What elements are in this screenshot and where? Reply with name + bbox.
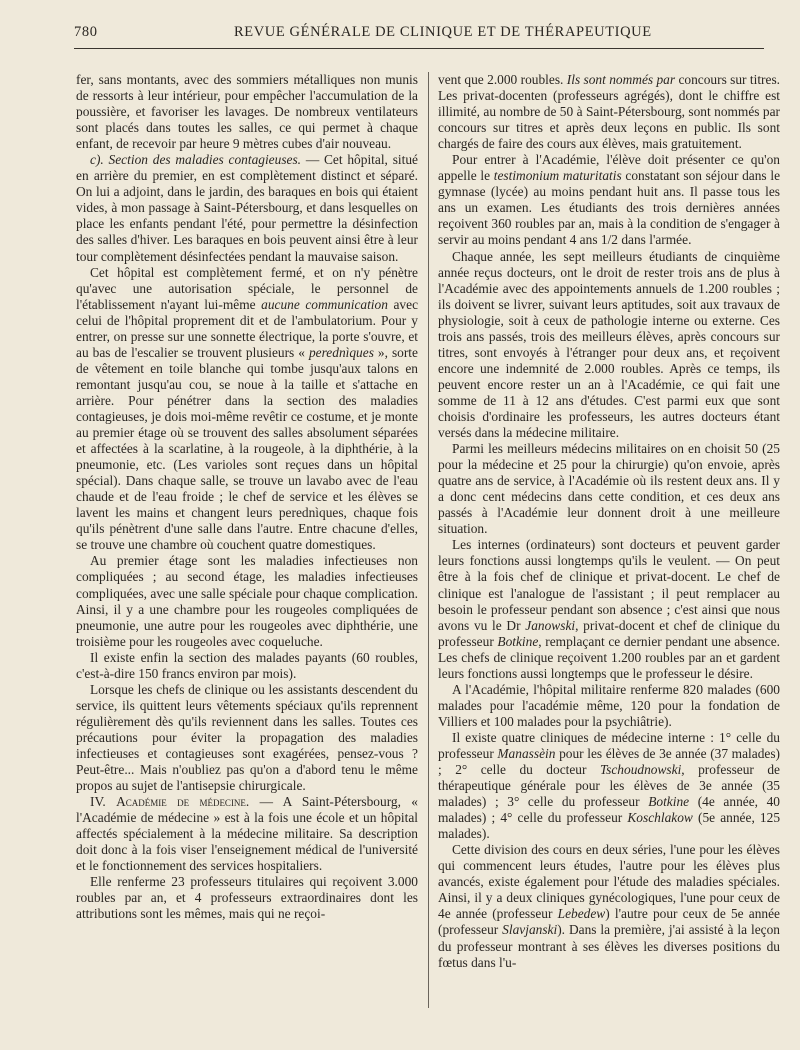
text-run: Il existe quatre cliniques de médecine interne : 1° celle du professeur xyxy=(438,729,780,761)
person-name: Lebedew xyxy=(557,906,606,922)
text-run: Pour entrer à l'Académie, l'élève doit présenter ce qu'on appelle le xyxy=(438,152,780,184)
paragraph: Lorsque les chefs de clinique ou les assistants descendent du service, ils quittent leurs vêtements spéciaux qu'ils reprennent régulièrement dès qu'ils reviennent dans les salles. Toutes ces précautions pour éviter la propagation des maladies infectieuses et contagieuses sont exagérées, pensez-vous ? Peut-être... Mais n'oubliez pas qu'on a d'abord tenu le même propos au sujet de l'antisepsie chirurgicale. xyxy=(76,681,418,794)
paragraph: Chaque année, les sept meilleurs étudiants de cinquième année reçus docteurs, ont le droit de rester trois ans de plus à l'Académie avec des appointements annuels de 1.200 roubles ; ils doivent se livrer, suivant leurs aptitudes, soit aux travaux de physiologie, soit à ceux de pathologie interne ou externe. Ces trois ans passés, trois des meilleurs élèves, après concours sur titres, sont envoyés à l'étranger pour deux ans, et reçoivent encore une indemnité de 2.000 roubles. Après ce temps, ils peuvent encore rester un an à l'Académie, ce qui fait une somme de 11 à 12 ans d'études. C'est parmi eux que sont choisis d'ordinaire les professeurs, les autres docteurs étant versés dans la médecine militaire. xyxy=(438,248,780,441)
page-number: 780 xyxy=(74,24,98,40)
paragraph-contagious-section xyxy=(76,152,418,264)
paragraph xyxy=(438,152,780,248)
section-number: IV. xyxy=(90,794,117,810)
left-column xyxy=(76,72,418,1022)
running-title: REVUE GÉNÉRALE DE CLINIQUE ET DE THÉRAPEUTIQUE xyxy=(234,24,652,40)
emphasis: testimonium maturitatis xyxy=(493,168,622,184)
section-letter: c). xyxy=(90,152,109,168)
section-heading: Académie de médecine. xyxy=(116,794,250,810)
text-run: pour les élèves de 3e année (37 malades) ; 2° celle du docteur xyxy=(438,745,780,778)
person-name: Manassèin xyxy=(497,745,556,761)
paragraph: Parmi les meilleurs médecins militaires on en choisit 50 (25 pour la médecine et 25 pour la chirurgie) qu'on envoie, après quatre ans de service, à l'Académie où ils restent deux ans. Il y a donc cent médecins dans cette condition, et ces deux ans passés à l'Académie leur donnent droit à une meilleure situation. xyxy=(438,441,780,537)
text-run: , privat-docent et chef de clinique du professeur xyxy=(438,617,780,649)
paragraph: fer, sans montants, avec des sommiers métalliques non munis de ressorts à leur intérieur, pour empêcher l'accumulation de la poussière, et favoriser les lavages. De nombreux ventilateurs sont placés dans toutes les salles, ce qui permet à chaque enfant, de recevoir par heure 9 mètres cubes d'air nouveau. xyxy=(76,72,418,152)
header-rule xyxy=(74,48,764,49)
person-name: Botkine xyxy=(497,633,539,649)
text-run: constatant son séjour dans le gymnase (lycée) au moins pendant huit ans. Il passe tous les ans un examen. Les étudiants des trois dernières années reçoivent 360 roubles par an, mais à la condition de s'engager à servir au moins pendant 4 ans 1/2 dans l'armée. xyxy=(438,168,780,248)
text-run: Les internes (ordinateurs) sont docteurs et peuvent garder leurs fonctions aussi longtemps qu'ils le veulent. — On peut être à la fois chef de clinique et privat-docent. Le chef de clinique est l'analogue de l'assistant ; il peut remplacer au besoin le professeur pendant son absence ; c'est ainsi que nous avons vu le Dr xyxy=(438,537,780,633)
paragraph xyxy=(76,265,418,554)
text-run: Cet hôpital est complètement fermé, et on n'y pénètre qu'avec une autorisation spéciale, le personnel de l'établissement n'ayant lui-même xyxy=(76,264,418,312)
text-run: , remplaçant ce dernier pendant une absence. Les chefs de clinique reçoivent 1.200 roubles par an et gardent leurs fonctions aussi longtemps que le professeur le désire. xyxy=(438,633,780,681)
paragraph xyxy=(438,72,780,152)
column-divider xyxy=(428,72,429,1008)
paragraph: A l'Académie, l'hôpital militaire renferme 820 malades (600 malades pour l'académie même, 120 pour la fondation de Villiers et 100 malades pour la psychiâtrie). xyxy=(438,681,780,729)
paragraph xyxy=(438,537,780,681)
text-run: (4e année, 40 malades) ; 4° celle du professeur xyxy=(438,794,780,826)
text-run: avec celui de l'hôpital proprement dit et de l'ambulatorium. Pour y entrer, on presse sur une sonnette électrique, la porte s'ouvre, et au bas de l'escalier se trouvent plusieurs « xyxy=(76,296,418,360)
person-name: Slavjanski xyxy=(502,922,558,938)
paragraph xyxy=(438,842,780,970)
emphasis: aucune communication xyxy=(261,296,388,312)
emphasis: perednìques xyxy=(308,344,374,360)
person-name: Botkine xyxy=(648,794,690,810)
paragraph-text: — A Saint-Pétersbourg, « l'Académie de médecine » est à la fois une école et un hôpital affectés spécialement à la médecine militaire. Sa description doit donc à la fois viser l'enseignement médical de l'université et le fonctionnement des services hospitaliers. xyxy=(76,794,418,874)
text-run: ). Dans la première, j'ai assisté à la leçon du professeur montrant à ses élèves les diverses positions du fœtus dans l'u- xyxy=(438,922,780,970)
person-name: Koschlakow xyxy=(627,810,693,826)
text-run: », sorte de vêtement en toile blanche qui tombe jusqu'aux talons en remontant jusqu'au cou, se noue à la taille et s'attache en arrière. Pour pénétrer dans la section des maladies contagieuses, je dois moi-même revêtir ce costume, et je monte au premier étage où se trouvent des salles absolument séparées et affectées à la scarlatine, à la rougeole, à la diphthérie, à la pneumonie, etc. (Les varioles sont reçues dans un hôpital spécial). Dans chaque salle, se trouve un lavabo avec de l'eau chaude et de l'eau froide ; le chef de service et les élèves se lavent les mains et changent leurs perednìques, chaque fois qu'ils pénètrent d'une salle dans l'autre. Entre chacune d'elles, se trouve une chambre où couchent quatre domestiques. xyxy=(76,344,418,553)
emphasis: Ils sont nommés par xyxy=(566,72,676,87)
person-name: Tschoudnowski xyxy=(599,762,682,778)
text-run: vent que 2.000 roubles. xyxy=(438,72,567,87)
paragraph: Elle renferme 23 professeurs titulaires qui reçoivent 3.000 roubles par an, et 4 professeurs extraordinaires dont les attributions sont les mêmes, mais qui ne reçoi- xyxy=(76,874,418,922)
paragraph: Il existe enfin la section des malades payants (60 roubles, c'est-à-dire 150 francs environ par mois). xyxy=(76,649,418,681)
paragraph-text: — Cet hôpital, situé en arrière du premier, en est complètement distinct et séparé. On lui a adjoint, dans le jardin, des baraques en bois qui étaient vides, à mon passage à Saint-Pétersbourg, et dans lesquelles on place les enfants pendant l'été, pour permettre la désinfection des salles d'hiver. Les baraques en bois peuvent ainsi être à leur tour complètement désinfectées pendant la mauvaise saison. xyxy=(76,152,418,264)
right-column xyxy=(438,72,780,1022)
text-run: concours sur titres. Les privat-docenten (professeurs agrégés), dont le chiffre est illimité, au nombre de 50 à Saint-Pétersbourg, sont nommés par concours sur titres et après deux leçons en public. Ils sont chargés de faire des cours aux élèves, mais gratuitement. xyxy=(438,72,780,152)
text-run: (5e année, 125 malades). xyxy=(438,810,780,842)
section-heading: Section des maladies contagieuses. xyxy=(108,152,302,168)
paragraph-academy-section xyxy=(76,794,418,874)
text-run: Cette division des cours en deux séries, l'une pour les élèves qui commencent leurs études, l'autre pour les élèves plus avancés, existe également pour l'étude des maladies spéciales. Ainsi, il y a deux cliniques gynécologiques, l'une pour ceux de 4e année (professeur xyxy=(438,842,780,922)
running-header xyxy=(74,20,760,44)
paragraph xyxy=(438,730,780,842)
text-run: , professeur de thérapeutique générale pour les élèves de 3e année (35 malades) ; 3° celle du professeur xyxy=(438,762,780,810)
paragraph: Au premier étage sont les maladies infectieuses non compliquées ; au second étage, les maladies infectieuses compliquées, avec une salle spéciale pour chaque complication. Ainsi, il y a une chambre pour les rougeoles compliquées de pneumonie, une autre pour les rougeoles avec diphthérie, une troisième pour les rougeoles avec coqueluche. xyxy=(76,553,418,649)
text-run: ) l'autre pour ceux de 5e année (professeur xyxy=(438,906,780,938)
person-name: Janowski xyxy=(525,617,576,633)
